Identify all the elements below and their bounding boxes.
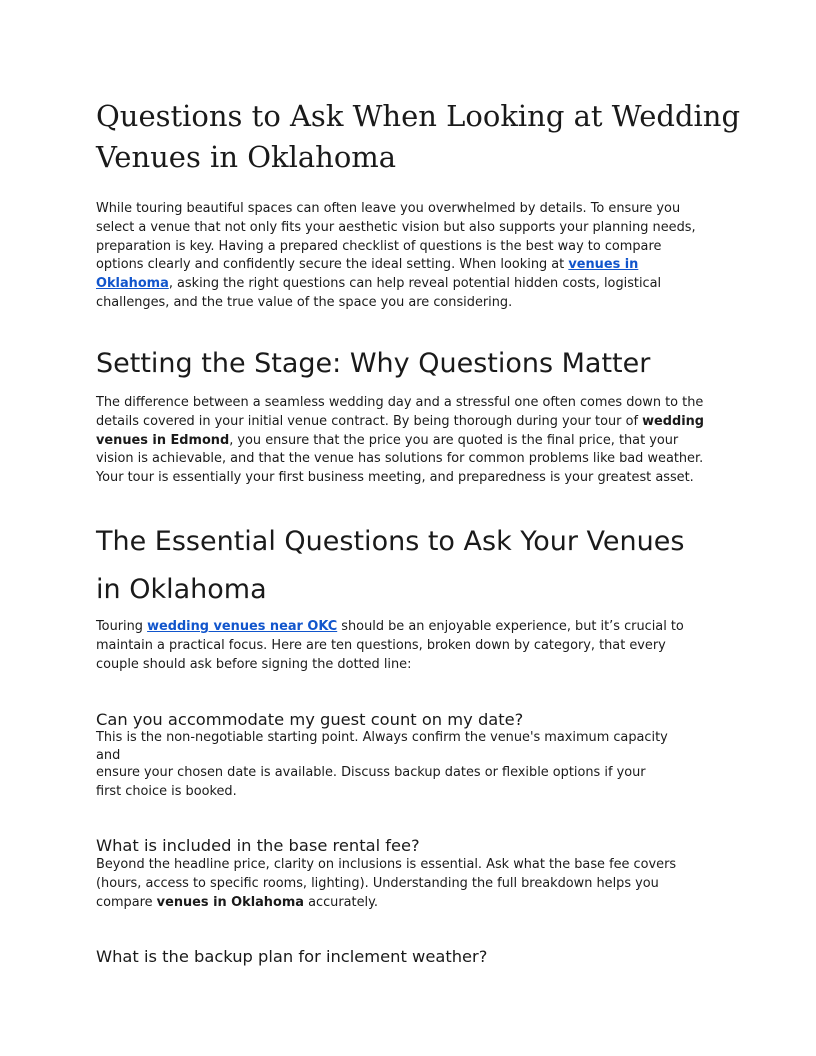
section2-line-2: maintain a practical focus. Here are ten questions, broken down by category, that every [96,637,666,653]
question-heading-guest-count: Can you accommodate my guest count on my date? [96,710,524,729]
q2-line-3 [96,894,720,913]
intro-line-6: challenges, and the true value of the space you are considering. [96,294,513,310]
q2-line-1: Beyond the headline price, clarity on inclusions is essential. Ask what the base fee covers [96,857,677,872]
section1-line-3-text: , you ensure that the price you are quoted is the final price, that your [229,432,679,448]
section1-line-4: vision is achievable, and that the venue has solutions for common problems like bad weather. [96,451,704,467]
intro-line-4 [96,256,720,275]
page-title [96,96,741,178]
venues-in-edmond-bold-text: venues in Edmond [96,432,230,448]
title-line-1: Questions to Ask When Looking at Wedding [96,99,741,133]
section1-line-3 [96,432,720,451]
guest-count-paragraph-continued [96,764,720,802]
section-heading-setting-the-stage: Setting the Stage: Why Questions Matter [96,348,651,379]
question-heading-weather-backup: What is the backup plan for inclement weather? [96,947,488,966]
q1-line-3: ensure your chosen date is available. Discuss backup dates or flexible options if your [96,765,646,780]
section1-line-2-text: details covered in your initial venue contract. By being thorough during your tour of [96,413,643,429]
intro-line-5 [96,275,720,294]
section-heading-essential-questions [96,518,720,614]
essential-questions-paragraph [96,618,720,674]
intro-line-5-text: , asking the right questions can help reveal potential hidden costs, logistical [168,276,662,292]
venues-in-oklahoma-bold-text: venues in Oklahoma [156,894,304,910]
q1-line-2: and [96,747,121,763]
section2-line-1 [96,618,720,637]
q1-line-4: first choice is booked. [96,783,237,799]
venues-in-oklahoma-link-part-1[interactable]: venues in [568,257,639,273]
section1-line-1: The difference between a seamless wedding day and a stressful one often comes down to the [96,395,704,410]
setting-the-stage-paragraph [96,394,720,488]
section2-line-1-pre: Touring [96,619,148,634]
section2-line-1-post: should be an enjoyable experience, but it’s crucial to [337,619,684,634]
q1-line-1: This is the non-negotiable starting point. Always confirm the venue's maximum capacity [96,730,668,745]
q2-line-3-post: accurately. [303,894,378,910]
base-rental-fee-paragraph [96,856,720,912]
title-line-2: Venues in Oklahoma [96,140,397,174]
q2-line-3-pre: compare [96,894,157,910]
intro-line-4-text: options clearly and confidently secure the ideal setting. When looking at [96,257,569,273]
guest-count-paragraph [96,729,720,764]
section1-line-2 [96,413,720,432]
section2-line-3: couple should ask before signing the dotted line: [96,656,412,672]
q2-line-2: (hours, access to specific rooms, lighting). Understanding the full breakdown helps you [96,875,659,891]
intro-line-3: preparation is key. Having a prepared checklist of questions is the best way to compare [96,238,662,254]
question-heading-base-rental-fee: What is included in the base rental fee? [96,836,420,855]
intro-paragraph [96,200,720,313]
section2-heading-line-1: The Essential Questions to Ask Your Venues [96,526,685,557]
venues-in-oklahoma-link-part-2[interactable]: Oklahoma [96,276,169,292]
section1-line-5: Your tour is essentially your first business meeting, and preparedness is your greatest asset. [96,470,694,486]
intro-line-1: While touring beautiful spaces can often leave you overwhelmed by details. To ensure you [96,201,681,216]
wedding-bold-text: wedding [642,413,705,429]
intro-line-2: select a venue that not only fits your aesthetic vision but also supports your planning needs, [96,219,696,235]
section2-heading-line-2: in Oklahoma [96,574,267,605]
wedding-venues-near-okc-link[interactable]: wedding venues near OKC [147,619,338,634]
